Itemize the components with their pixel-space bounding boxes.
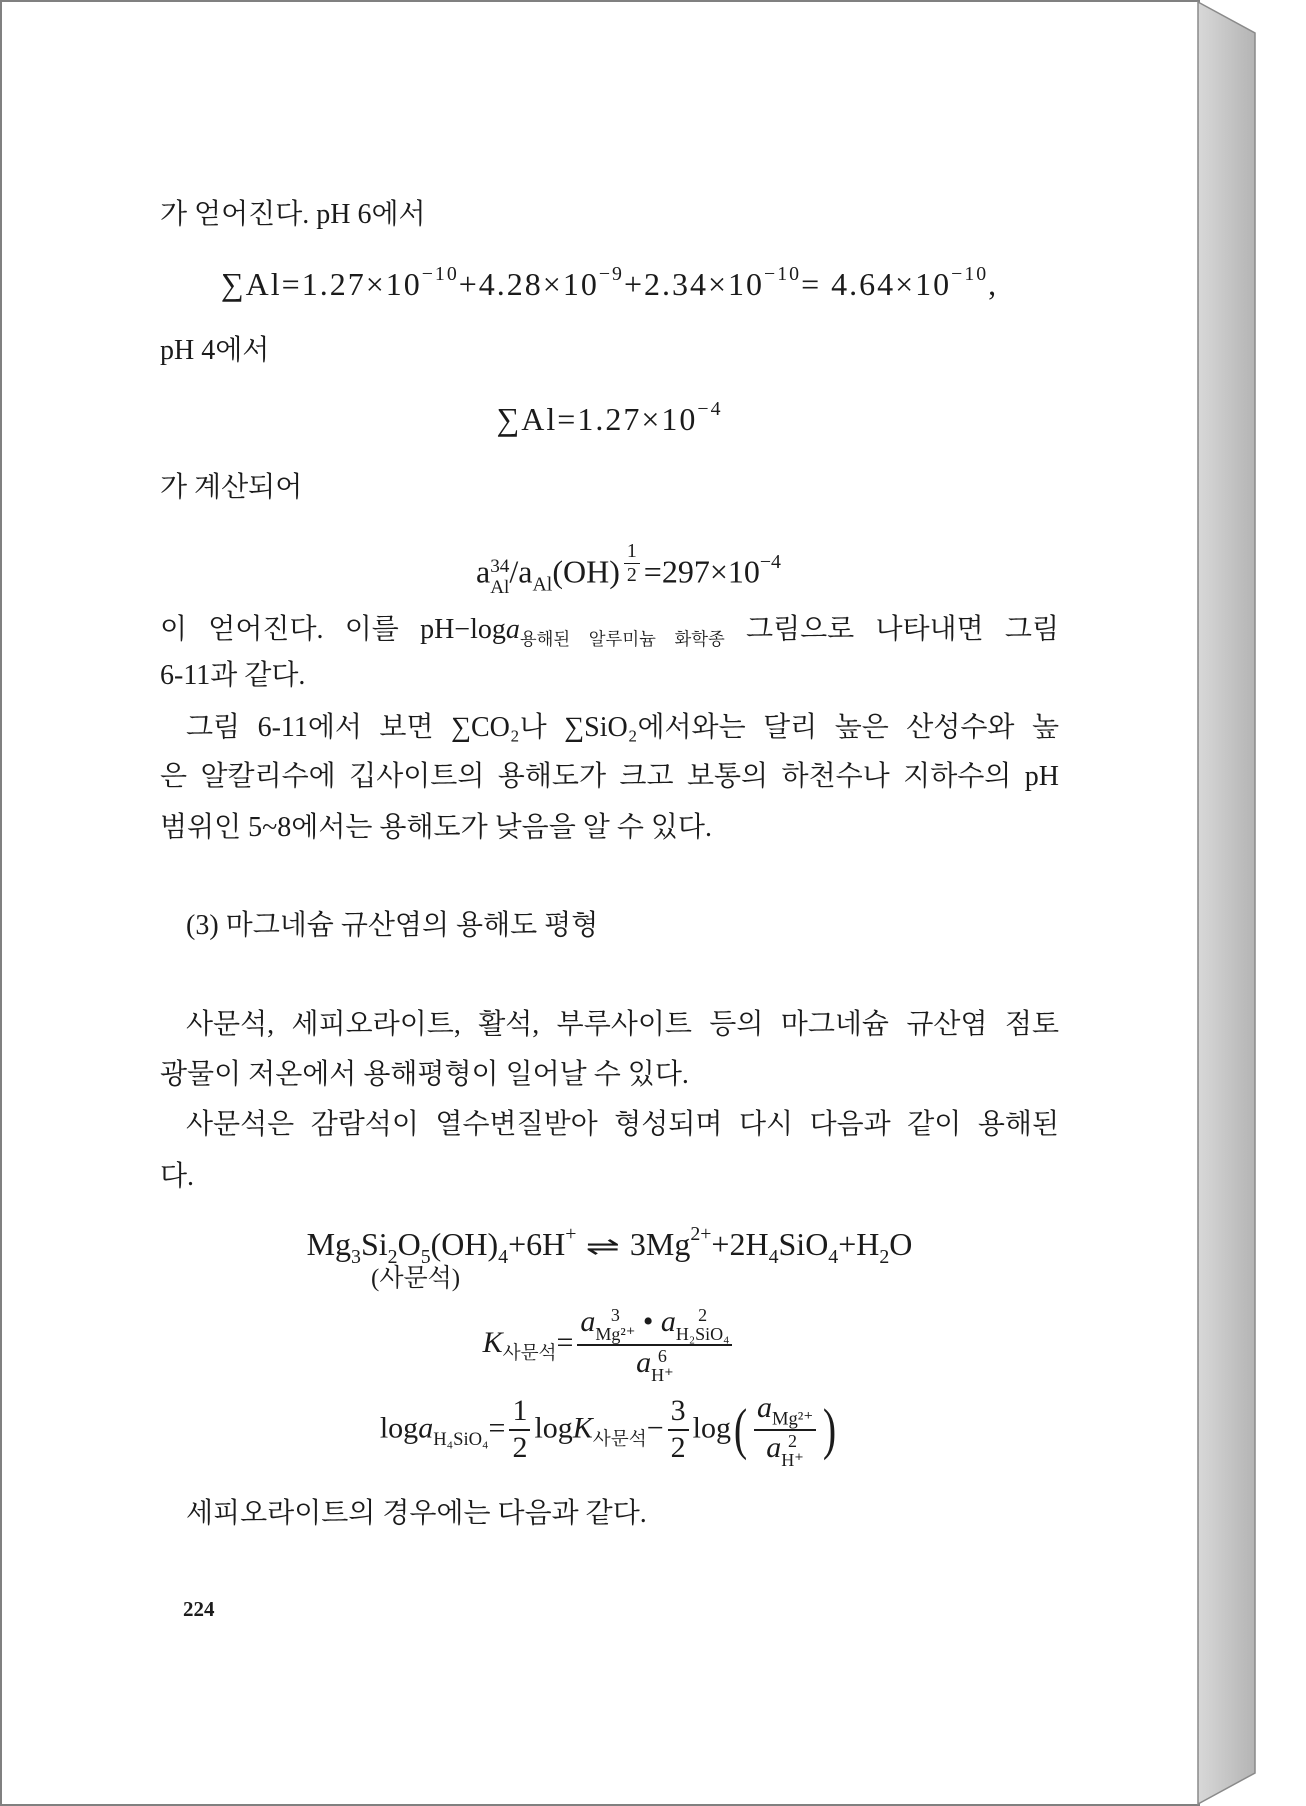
math-text: log: [692, 1410, 731, 1444]
math-text: =: [488, 1410, 506, 1444]
math-variable: a: [580, 1305, 596, 1339]
math-subscript: 용해된 알루미늄 화학종: [519, 629, 725, 649]
fraction-denominator: [668, 1429, 689, 1466]
body-text-line: 은 알칼리수에 깁사이트의 용해도가 크고 보통의 하천수나 지하수의 pH: [160, 761, 1059, 792]
math-subscript: Mg²⁺: [595, 1324, 636, 1345]
equation-sum-al-ph6: [220, 262, 999, 303]
math-text: −: [646, 1410, 664, 1444]
body-text-line: 세피오라이트의 경우에는 다음과 같다.: [186, 1498, 647, 1529]
math-text: O: [889, 1225, 913, 1262]
fraction-numerator: [509, 1394, 530, 1429]
page-number: 224: [183, 1597, 215, 1621]
equation-equilibrium-constant: [483, 1305, 737, 1385]
math-text: 2: [626, 564, 637, 587]
math-subscript: Al: [532, 573, 553, 596]
math-script-stack: [490, 557, 509, 597]
fraction-denominator: [577, 1344, 732, 1385]
math-variable: a: [505, 614, 520, 645]
math-fraction: [577, 1305, 732, 1385]
fraction-numerator: [624, 540, 640, 563]
math-variable: a: [418, 1410, 434, 1444]
math-fraction: [754, 1391, 816, 1470]
math-superscript: 2: [788, 1430, 798, 1451]
math-text: Si: [360, 1225, 388, 1262]
math-variable: K: [572, 1410, 593, 1444]
math-subscript: H⁺: [651, 1365, 674, 1385]
fraction-denominator: [624, 563, 640, 587]
math-variable: a: [660, 1305, 676, 1339]
section-heading: (3) 마그네슘 규산염의 용해도 평형: [186, 910, 599, 941]
math-subscript: 2: [879, 1245, 890, 1268]
math-subscript: H⁺: [781, 1449, 804, 1470]
math-script-stack: [595, 1306, 635, 1344]
page-edge: [1197, 0, 1259, 1806]
body-text-line: 범위인 5~8에서는 용해도가 낮음을 알 수 있다.: [160, 812, 712, 843]
math-variable: a: [766, 1430, 782, 1464]
math-fraction: [668, 1394, 689, 1465]
fraction-denominator: [509, 1429, 530, 1466]
math-script-stack: [676, 1306, 730, 1344]
math-text: ,: [988, 265, 999, 302]
math-subscript: 3: [351, 1245, 361, 1268]
math-subscript: 사문석: [592, 1428, 647, 1450]
math-subscript: 사문석: [502, 1343, 557, 1365]
fraction-denominator: [754, 1429, 816, 1470]
text-segment: 그림으로 나타내면 그림: [724, 614, 1059, 645]
math-text: +2H: [711, 1225, 769, 1262]
math-text: 2: [512, 1430, 528, 1464]
body-text-line: 가 얻어진다. pH 6에서: [160, 199, 426, 230]
math-text: +H: [838, 1225, 880, 1262]
math-subscript: H₂SiO₄: [675, 1324, 730, 1345]
math-variable: a: [756, 1390, 772, 1424]
body-text-line: 가 계산되어: [160, 472, 303, 503]
math-text: Mg: [306, 1225, 352, 1262]
equilibrium-arrow-icon: ⇌: [585, 1231, 621, 1262]
math-subscript: Mg²⁺: [771, 1407, 814, 1429]
math-text: = 4.64×10: [801, 265, 952, 302]
math-variable: K: [482, 1325, 503, 1359]
math-text: 3: [670, 1394, 686, 1428]
math-fraction: [624, 540, 640, 587]
text-segment: 이 얻어진다. 이를 pH−log: [160, 614, 506, 645]
math-text: (OH): [430, 1225, 499, 1262]
math-subscript: Al: [490, 576, 510, 598]
math-superscript: −4: [759, 551, 781, 574]
body-text-line: 6-11과 같다.: [160, 660, 306, 691]
body-text-line: [160, 610, 1059, 650]
math-subscript: 5: [420, 1245, 431, 1268]
math-text: 3Mg: [629, 1225, 691, 1262]
math-superscript: −10: [951, 262, 989, 285]
math-superscript: +: [565, 1222, 577, 1245]
math-superscript: 2+: [690, 1222, 712, 1245]
math-text: log: [379, 1410, 419, 1444]
math-text: 1: [512, 1394, 528, 1428]
equation-row: [160, 1380, 1059, 1480]
fraction-numerator: [577, 1305, 732, 1344]
math-delimiter: ): [823, 1398, 837, 1462]
equation-row: [179, 534, 1078, 604]
body-text-line: 광물이 저온에서 용해평형이 일어날 수 있다.: [160, 1059, 689, 1090]
math-subscript: 2: [387, 1245, 398, 1268]
body-text-line: 사문석, 세피오라이트, 활석, 부루사이트 등의 마그네슘 규산염 점토: [186, 1009, 1059, 1040]
equation-row: [160, 391, 1059, 447]
math-superscript: −10: [421, 262, 459, 285]
math-variable: a: [636, 1346, 652, 1379]
body-text-line: 그림 6-11에서 보면 ∑CO₂나 ∑SiO₂에서와는 달리 높은 산성수와 높: [186, 712, 1059, 743]
math-text: ∑Al=1.27×10: [496, 400, 698, 437]
math-subscript: 4: [498, 1245, 509, 1268]
fraction-numerator: [668, 1394, 689, 1429]
equation-row: [160, 1221, 1059, 1271]
math-text: +2.34×10: [623, 265, 765, 302]
math-superscript: 3: [610, 1305, 620, 1326]
math-fraction: [509, 1394, 530, 1465]
math-text: +6H: [508, 1225, 566, 1262]
body-text-line: 사문석은 감람석이 열수변질받아 형성되며 다시 다음과 같이 용해된: [186, 1109, 1059, 1140]
math-text: =: [556, 1325, 574, 1359]
math-subscript: 4: [768, 1245, 779, 1268]
math-text: O: [397, 1225, 421, 1262]
math-text: =297×10: [643, 553, 760, 590]
math-text: 2: [670, 1430, 686, 1464]
math-text: log: [534, 1410, 573, 1444]
math-superscript: −10: [764, 262, 802, 285]
equation-serpentine-dissolution: [306, 1222, 913, 1268]
equation-activity-ratio: [476, 540, 781, 598]
math-subscript: H₄SiO₄: [433, 1428, 489, 1450]
math-text: +4.28×10: [458, 265, 599, 302]
math-superscript: −4: [697, 397, 723, 420]
math-text: SiO: [778, 1225, 829, 1262]
math-script-stack: [781, 1432, 804, 1470]
equation-row: [160, 256, 1059, 312]
math-text: •: [635, 1305, 661, 1339]
math-superscript: 6: [657, 1346, 667, 1367]
math-superscript: 2: [698, 1305, 708, 1326]
equation-label: (사문석): [371, 1265, 461, 1292]
math-delimiter: (: [733, 1398, 748, 1462]
math-superscript: −9: [598, 262, 624, 285]
math-text: a: [476, 553, 491, 590]
math-text: 1: [626, 540, 637, 563]
math-superscript: 34: [490, 556, 510, 578]
math-subscript: 4: [828, 1245, 839, 1268]
math-text: /a: [509, 553, 533, 590]
math-text: (OH): [552, 553, 620, 590]
equation-log-activity: [380, 1391, 839, 1470]
fraction-numerator: [754, 1391, 816, 1429]
body-text-line: 다.: [160, 1161, 195, 1192]
math-text: ∑Al=1.27×10: [220, 265, 422, 302]
body-text-line: pH 4에서: [160, 335, 270, 366]
math-superscript: [620, 540, 644, 587]
equation-sum-al-ph4: [496, 397, 723, 438]
